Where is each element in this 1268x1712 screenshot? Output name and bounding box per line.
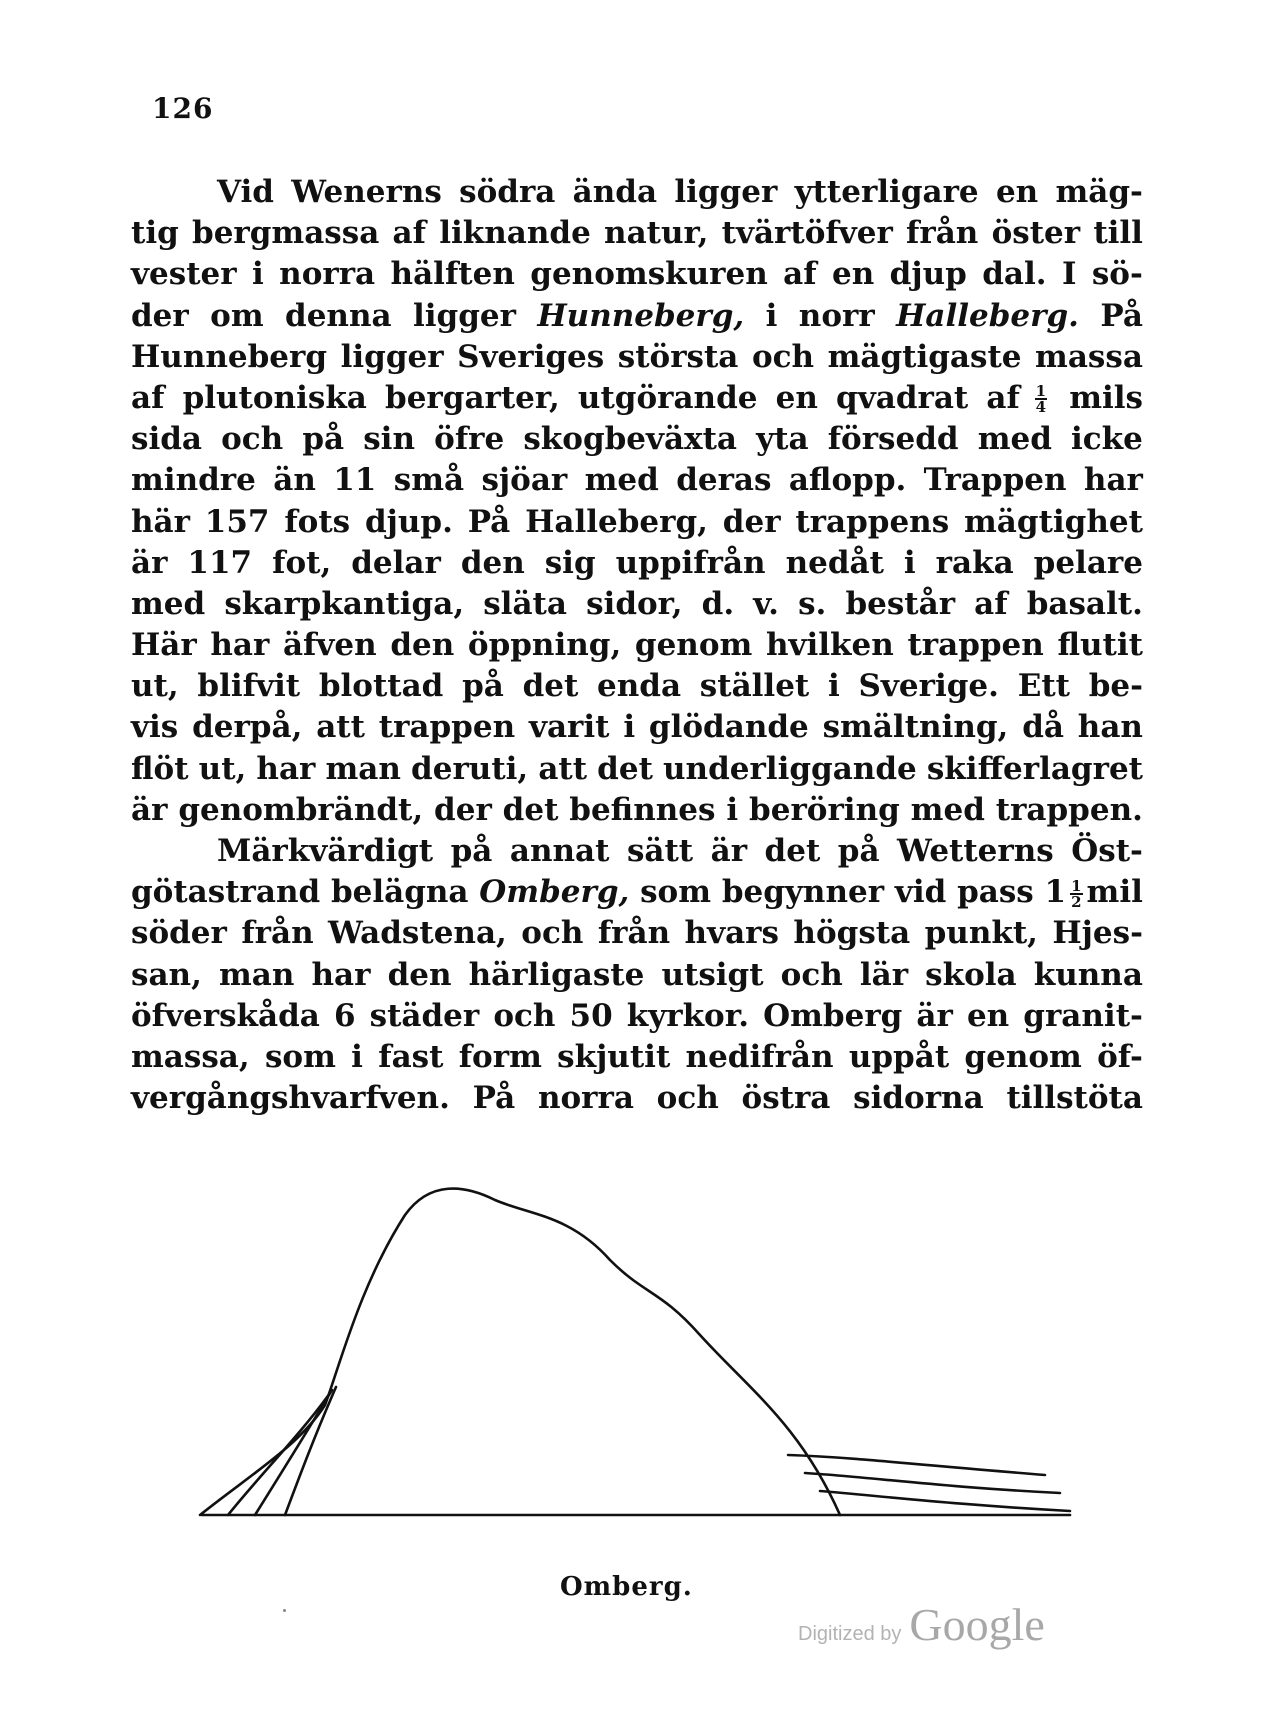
text-line: Hunneberg ligger Sveriges största och mägtigaste massa [131,338,1143,375]
text-line: sida och på sin öfre skogbeväxta yta försedd med icke [131,421,1143,458]
text-line: Märkvärdigt på annat sätt är det på Wetterns Öst- [217,833,1143,869]
text-line: öfverskåda 6 städer och 50 kyrkor. Omberg är en granit- [131,997,1143,1034]
text-line: vis derpå, att trappen varit i glödande smältning, då han [131,709,1143,746]
fraction-quarter: $\frac{1}{4}$ [1035,382,1047,417]
text-line: götastrand belägna Omberg, som begynner vid pass 1 $\frac{1}{2}$ mil [131,874,1143,911]
text-line: af plutoniska bergarter, utgörande en qvadrat af $\frac{1}{4}$ mils [131,379,1143,417]
text-line: san, man har den härligaste utsigt och lär skola kunna [131,956,1143,993]
omberg-profile-figure [190,1175,1090,1595]
strata-right-3 [820,1491,1070,1511]
strata-left-3 [285,1387,336,1515]
digitized-by-watermark [798,1598,1045,1651]
text-line: med skarpkantiga, släta sidor, d. v. s. består af basalt. [131,585,1143,622]
text-line: söder från Wadstena, och från hvars högsta punkt, Hjes- [131,915,1143,952]
fraction-half: $\frac{1}{2}$ [1071,876,1082,911]
text-line: är 117 fot, delar den sig uppifrån nedåt i raka pelare [131,544,1143,581]
strata-left-1 [228,1393,330,1515]
google-logo: Google [909,1599,1045,1650]
strata-left-2 [255,1390,332,1515]
mountain-outline [200,1189,840,1515]
text-line: ut, blifvit blottad på det enda stället i Sverige. Ett be- [131,668,1143,705]
text-line: tig bergmassa af liknande natur, tvärtöfver från öster till [131,215,1143,252]
strata-right-2 [805,1473,1060,1493]
figure-caption: Omberg. [560,1572,693,1602]
text-line: är genombrändt, der det befinnes i beröring med trappen. [131,791,1143,828]
body-text [131,172,1143,1119]
scan-speck [283,1609,286,1612]
text-line: massa, som i fast form skjutit nedifrån uppåt genom öf- [131,1038,1143,1075]
text-line: der om denna ligger Hunneberg, i norr Halleberg. På [131,297,1143,334]
strata-right-1 [788,1455,1045,1475]
watermark-prefix: Digitized by [798,1623,902,1645]
text-line: Vid Wenerns södra ända ligger ytterligare en mäg- [217,174,1143,210]
text-line: flöt ut, har man deruti, att det underliggande skifferlagret [131,750,1143,787]
text-line: mindre än 11 små sjöar med deras aflopp. Trappen har [131,462,1143,499]
text-line: vester i norra hälften genomskuren af en djup dal. I sö- [131,256,1143,293]
page-number: 126 [152,92,214,125]
text-line: Här har äfven den öppning, genom hvilken trappen flutit [131,627,1143,664]
text-line: här 157 fots djup. På Halleberg, der trappens mägtighet [131,503,1143,540]
text-line: vergångshvarfven. På norra och östra sidorna tillstöta [131,1080,1143,1117]
